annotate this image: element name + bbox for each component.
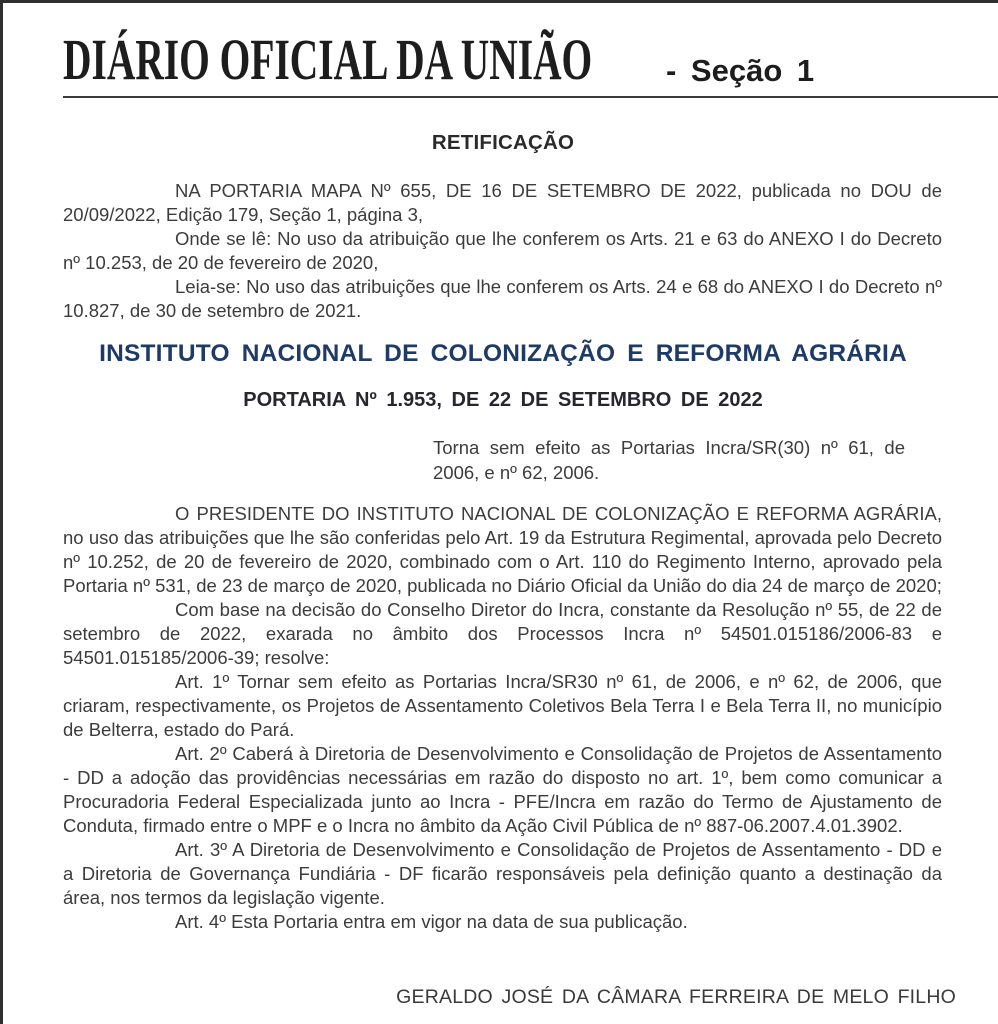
portaria-title: PORTARIA Nº 1.953, DE 22 DE SETEMBRO DE 2022 — [243, 389, 763, 411]
portaria-paragraph-art-1: Art. 1º Tornar sem efeito as Portarias Incra/SR30 nº 61, de 2006, e nº 62, de 2006, que criaram, respectivamente, os Projetos de Assentamento Coletivos Bela Terra I e Bela Terra II, no município de Belterra, estado do Pará. — [63, 671, 942, 740]
portaria-body — [63, 502, 942, 934]
signature-name: GERALDO JOSÉ DA CÂMARA FERREIRA DE MELO FILHO — [396, 986, 956, 1008]
portaria-paragraph-art-2: Art. 2º Caberá à Diretoria de Desenvolvimento e Consolidação de Projetos de Assentamento - DD a adoção das providências necessárias em razão do disposto no art. 1º, bem como comunicar a Procuradoria Federal Especializada junto ao Incra - PFE/Incra em razão do Termo de Ajustamento de Conduta, firmado entre o MPF e o Incra no âmbito da Ação Civil Pública de nº 887-06.2007.4.01.3902. — [63, 743, 942, 836]
masthead-title: DIÁRIO OFICIAL DA UNIÃO — [63, 27, 593, 92]
retificacao-body — [63, 179, 942, 323]
masthead-section-label: - Seção 1 — [666, 53, 815, 88]
retificacao-heading: RETIFICAÇÃO — [431, 131, 575, 154]
retificacao-paragraph: NA PORTARIA MAPA Nº 655, DE 16 DE SETEMBRO DE 2022, publicada no DOU de 20/09/2022, Edição 179, Seção 1, página 3, — [63, 180, 942, 225]
retificacao-paragraph: Leia-se: No uso das atribuições que lhe conferem os Arts. 24 e 68 do ANEXO I do Decreto nº 10.827, de 30 de setembro de 2021. — [63, 276, 942, 321]
portaria-paragraph-art-4: Art. 4º Esta Portaria entra em vigor na data de sua publicação. — [175, 911, 688, 932]
masthead-rule — [63, 96, 998, 98]
ementa-text: Torna sem efeito as Portarias Incra/SR(30) nº 61, de 2006, e nº 62, 2006. — [433, 437, 905, 483]
left-border-line — [0, 0, 3, 1024]
top-border-line — [0, 0, 998, 3]
organization-heading: INSTITUTO NACIONAL DE COLONIZAÇÃO E REFORMA AGRÁRIA — [99, 340, 907, 367]
portaria-paragraph: Com base na decisão do Conselho Diretor do Incra, constante da Resolução nº 55, de 22 de setembro de 2022, exarada no âmbito dos Processos Incra nº 54501.015186/2006-83 e 54501.015185/2006-39; resolve: — [63, 599, 942, 668]
portaria-paragraph-art-3: Art. 3º A Diretoria de Desenvolvimento e Consolidação de Projetos de Assentamento - DD e a Diretoria de Governança Fundiária - DF ficarão responsáveis pela definição quanto a destinação da área, nos termos da legislação vigente. — [63, 839, 942, 908]
retificacao-paragraph: Onde se lê: No uso da atribuição que lhe conferem os Arts. 21 e 63 do ANEXO I do Decreto nº 10.253, de 20 de fevereiro de 2020, — [63, 228, 942, 273]
portaria-ementa — [433, 436, 905, 485]
portaria-paragraph: O PRESIDENTE DO INSTITUTO NACIONAL DE COLONIZAÇÃO E REFORMA AGRÁRIA, no uso das atribuições que lhe são conferidas pelo Art. 19 da Estrutura Regimental, aprovada pelo Decreto nº 10.252, de 20 de fevereiro de 2020, combinado com o Art. 110 do Regimento Interno, aprovado pela Portaria nº 531, de 23 de março de 2020, publicada no Diário Oficial da União do dia 24 de março de 2020; — [63, 503, 942, 596]
